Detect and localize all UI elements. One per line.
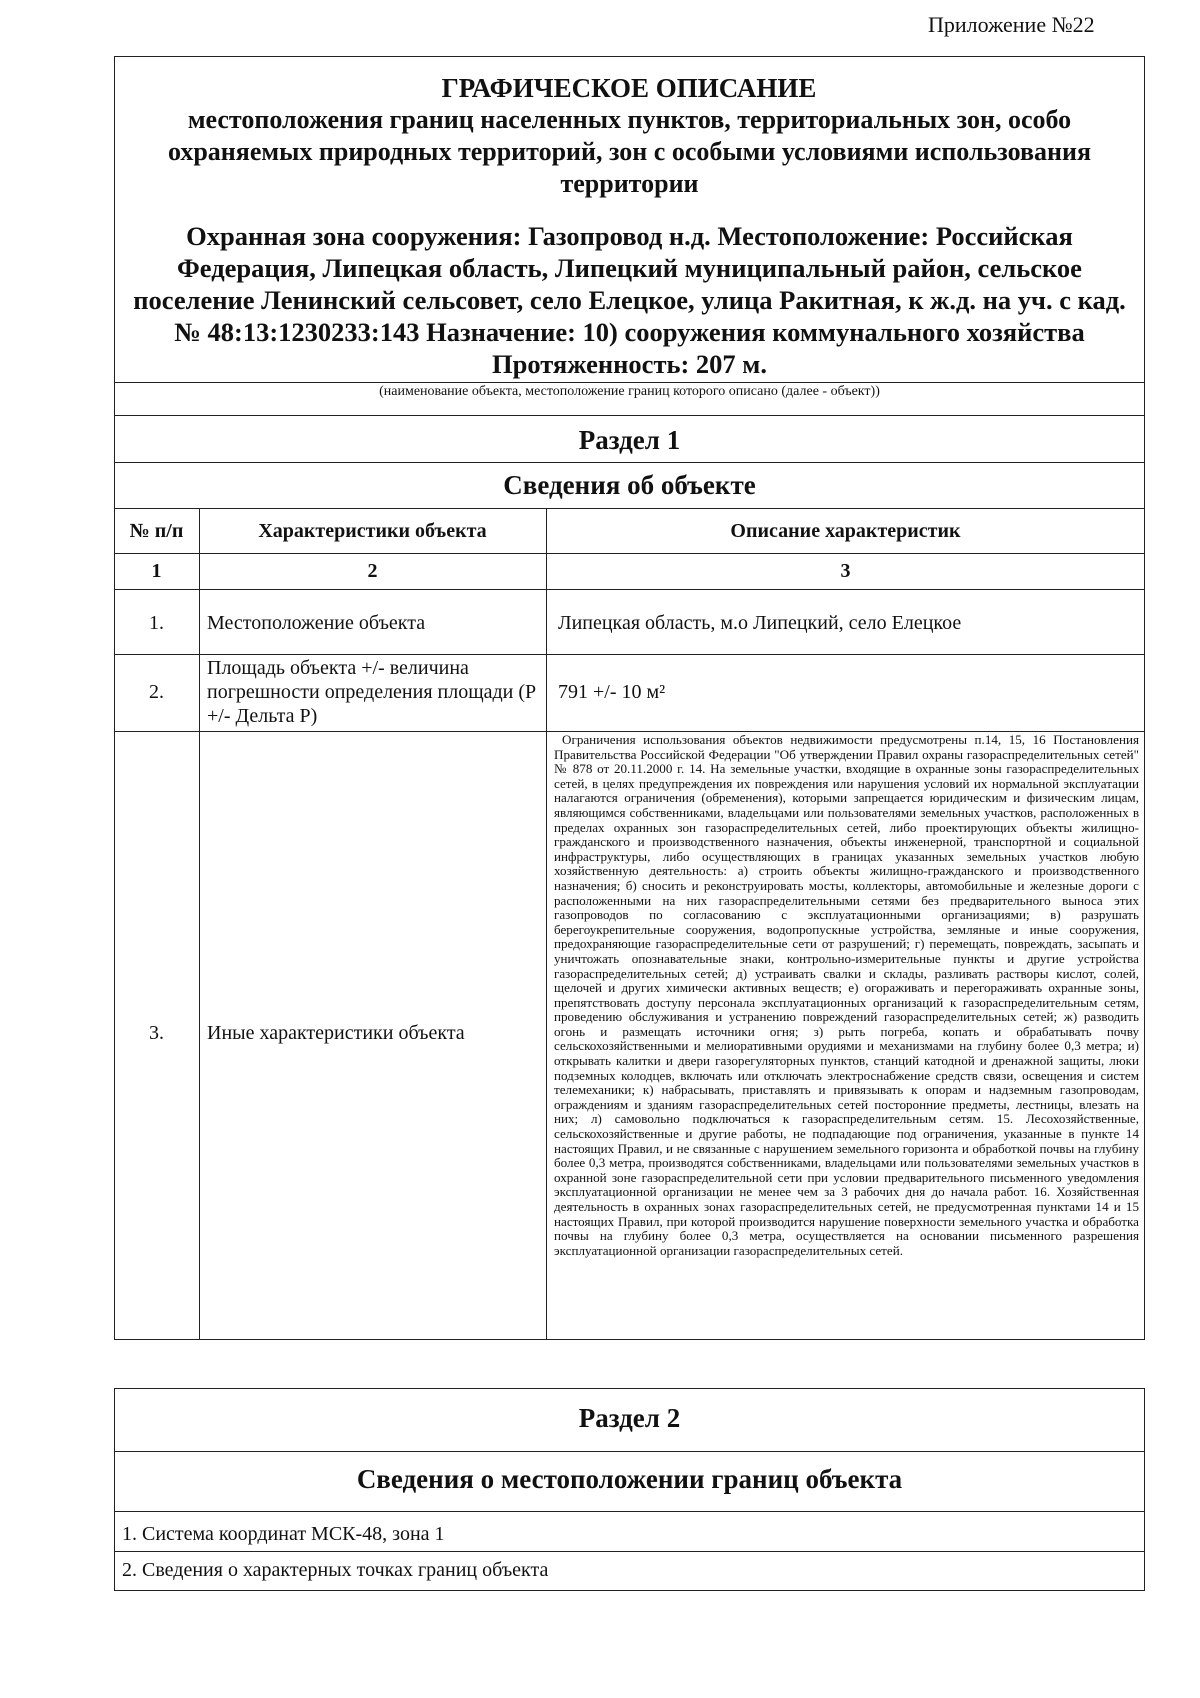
column-header-description: Описание характеристик: [730, 520, 961, 542]
object-caption: (наименование объекта, местоположение границ которого описано (далее - объект)): [379, 384, 880, 399]
coordinate-system-row: 1. Система координат МСК-48, зона 1: [122, 1523, 445, 1545]
divider: [114, 508, 1145, 509]
divider: [114, 462, 1145, 463]
object-name: Охранная зона сооружения: Газопровод н.д. Местоположение: Российская Федерация, Липецкая область, Липецкий муниципальный район, сельское поселение Ленинский сельсовет, село Елецкое, улица Ракитная, к ж.д. на уч. с кад. № 48:13:1230233:143 Назначение: 10) сооружения коммунального хозяйства Протяженность: 207 м.: [133, 221, 1126, 379]
table-rule: [114, 553, 1145, 554]
divider: [114, 1551, 1145, 1552]
row-description: Липецкая область, м.о Липецкий, село Елецкое: [558, 612, 962, 634]
section1-subtitle: Сведения об объекте: [503, 470, 756, 500]
section2-title: Раздел 2: [578, 1403, 681, 1433]
column-number: 1: [151, 560, 162, 582]
column-header-number: № п/п: [129, 520, 184, 542]
column-header-characteristic: Характеристики объекта: [258, 520, 487, 542]
document-subtitle: местоположения границ населенных пунктов, территориальных зон, особо охраняемых природных территорий, зон с особыми условиями использования территории: [167, 105, 1092, 198]
divider: [114, 1451, 1145, 1452]
divider: [114, 382, 1145, 383]
row-number: 3.: [149, 1022, 164, 1044]
row-description-restrictions: Ограничения использования объектов недвижимости предусмотрены п.14, 15, 16 Постановления Правительства Российской Федерации "Об утверждении Правил охраны газораспределительных сетей" № 878 от 20.11.2000 г. 14. На земельные участки, входящие в охранные зоны газораспределительных сетей, в целях предупреждения их повреждения или нарушения условий их нормальной эксплуатации налагаются ограничения (обременения), которыми запрещается юридическим и физическим лицам, являющимся собственниками, владельцами или пользователями земельных участков, расположенных в пределах охранных зон газораспределительных сетей, либо проектирующих объекты жилищно-гражданского и производственного назначения, объекты инженерной, транспортной и социальной инфраструктуры, либо осуществляющих в границах указанных земельных участков любую хозяйственную деятельность: а) строить объекты жилищно-гражданского и производственного назначения; б) сносить и реконструировать мосты, коллекторы, автомобильные и железные дороги с расположенными на них газораспределительными сетями без предварительного выноса этих газопроводов по согласованию с эксплуатационными организациями; в) разрушать берегоукрепительные сооружения, водопропускные устройства, земляные и иные сооружения, предохраняющие газораспределительные сети от разрушений; г) перемещать, повреждать, засыпать и уничтожать опознавательные знаки, контрольно-измерительные пункты и другие устройства газораспределительных сетей; д) устраивать свалки и склады, разливать растворы кислот, солей, щелочей и других химически активных веществ; е) огораживать и перегораживать охранные зоны, препятствовать доступу персонала эксплуатационных организаций к газораспределительным сетям, проведению обслуживания и устранению повреждений газораспределительных сетей; ж) разводить огонь и размещать источники огня; з) рыть погреба, копать и обрабатывать почву сельскохозяйственными и мелиоративными орудиями и механизмами на глубину более 0,3 метра; и) открывать калитки и двери газорегуляторных пунктов, станций катодной и дренажной защиты, люки подземных колодцев, включать или отключать электроснабжение средств связи, освещения и систем телемеханики; к) набрасывать, приставлять и привязывать к опорам и надземным газопроводам, ограждениям и зданиям газораспределительных сетей посторонние предметы, лестницы, влезать на них; л) самовольно подключаться к газораспределительным сетям. 15. Лесохозяйственные, сельскохозяйственные и другие работы, не подпадающие под ограничения, указанные в пункте 14 настоящих Правил, и не связанные с нарушением земельного горизонта и обработкой почвы на глубину более 0,3 метра, производятся собственниками, владельцами или пользователями земельных участков в охранной зоне газораспределительной сети при условии предварительного письменного уведомления эксплуатационной организации не менее чем за 3 рабочих дня до начала работ. 16. Хозяйственная деятельность в охранных зонах газораспределительных сетей, не предусмотренная пунктами 14 и 15 настоящих Правил, при которой производится нарушение поверхности земельного участка и обработка почвы на глубину более 0,3 метра, осуществляется на основании письменного разрешения эксплуатационной организации газораспределительных сетей.: [554, 732, 1139, 1258]
row-number: 1.: [149, 612, 164, 634]
row-description: 791 +/- 10 м²: [558, 681, 666, 703]
column-number: 3: [840, 560, 851, 582]
appendix-label: Приложение №22: [928, 12, 1095, 37]
row-characteristic: Местоположение объекта: [207, 612, 426, 634]
section1-title: Раздел 1: [578, 425, 681, 455]
boundary-points-row: 2. Сведения о характерных точках границ объекта: [122, 1559, 549, 1581]
row-characteristic: Площадь объекта +/- величина погрешности определения площади (Р +/- Дельта Р): [207, 657, 537, 727]
table-column-rule: [199, 508, 200, 1339]
divider: [114, 1511, 1145, 1512]
section2-subtitle: Сведения о местоположении границ объекта: [356, 1464, 903, 1494]
table-column-rule: [546, 508, 547, 1339]
column-number: 2: [367, 560, 378, 582]
divider: [114, 415, 1145, 416]
table-rule: [114, 589, 1145, 590]
document-title: ГРАФИЧЕСКОЕ ОПИСАНИЕ: [441, 73, 817, 103]
table-rule: [114, 654, 1145, 655]
row-number: 2.: [149, 681, 164, 703]
row-characteristic: Иные характеристики объекта: [207, 1022, 465, 1044]
